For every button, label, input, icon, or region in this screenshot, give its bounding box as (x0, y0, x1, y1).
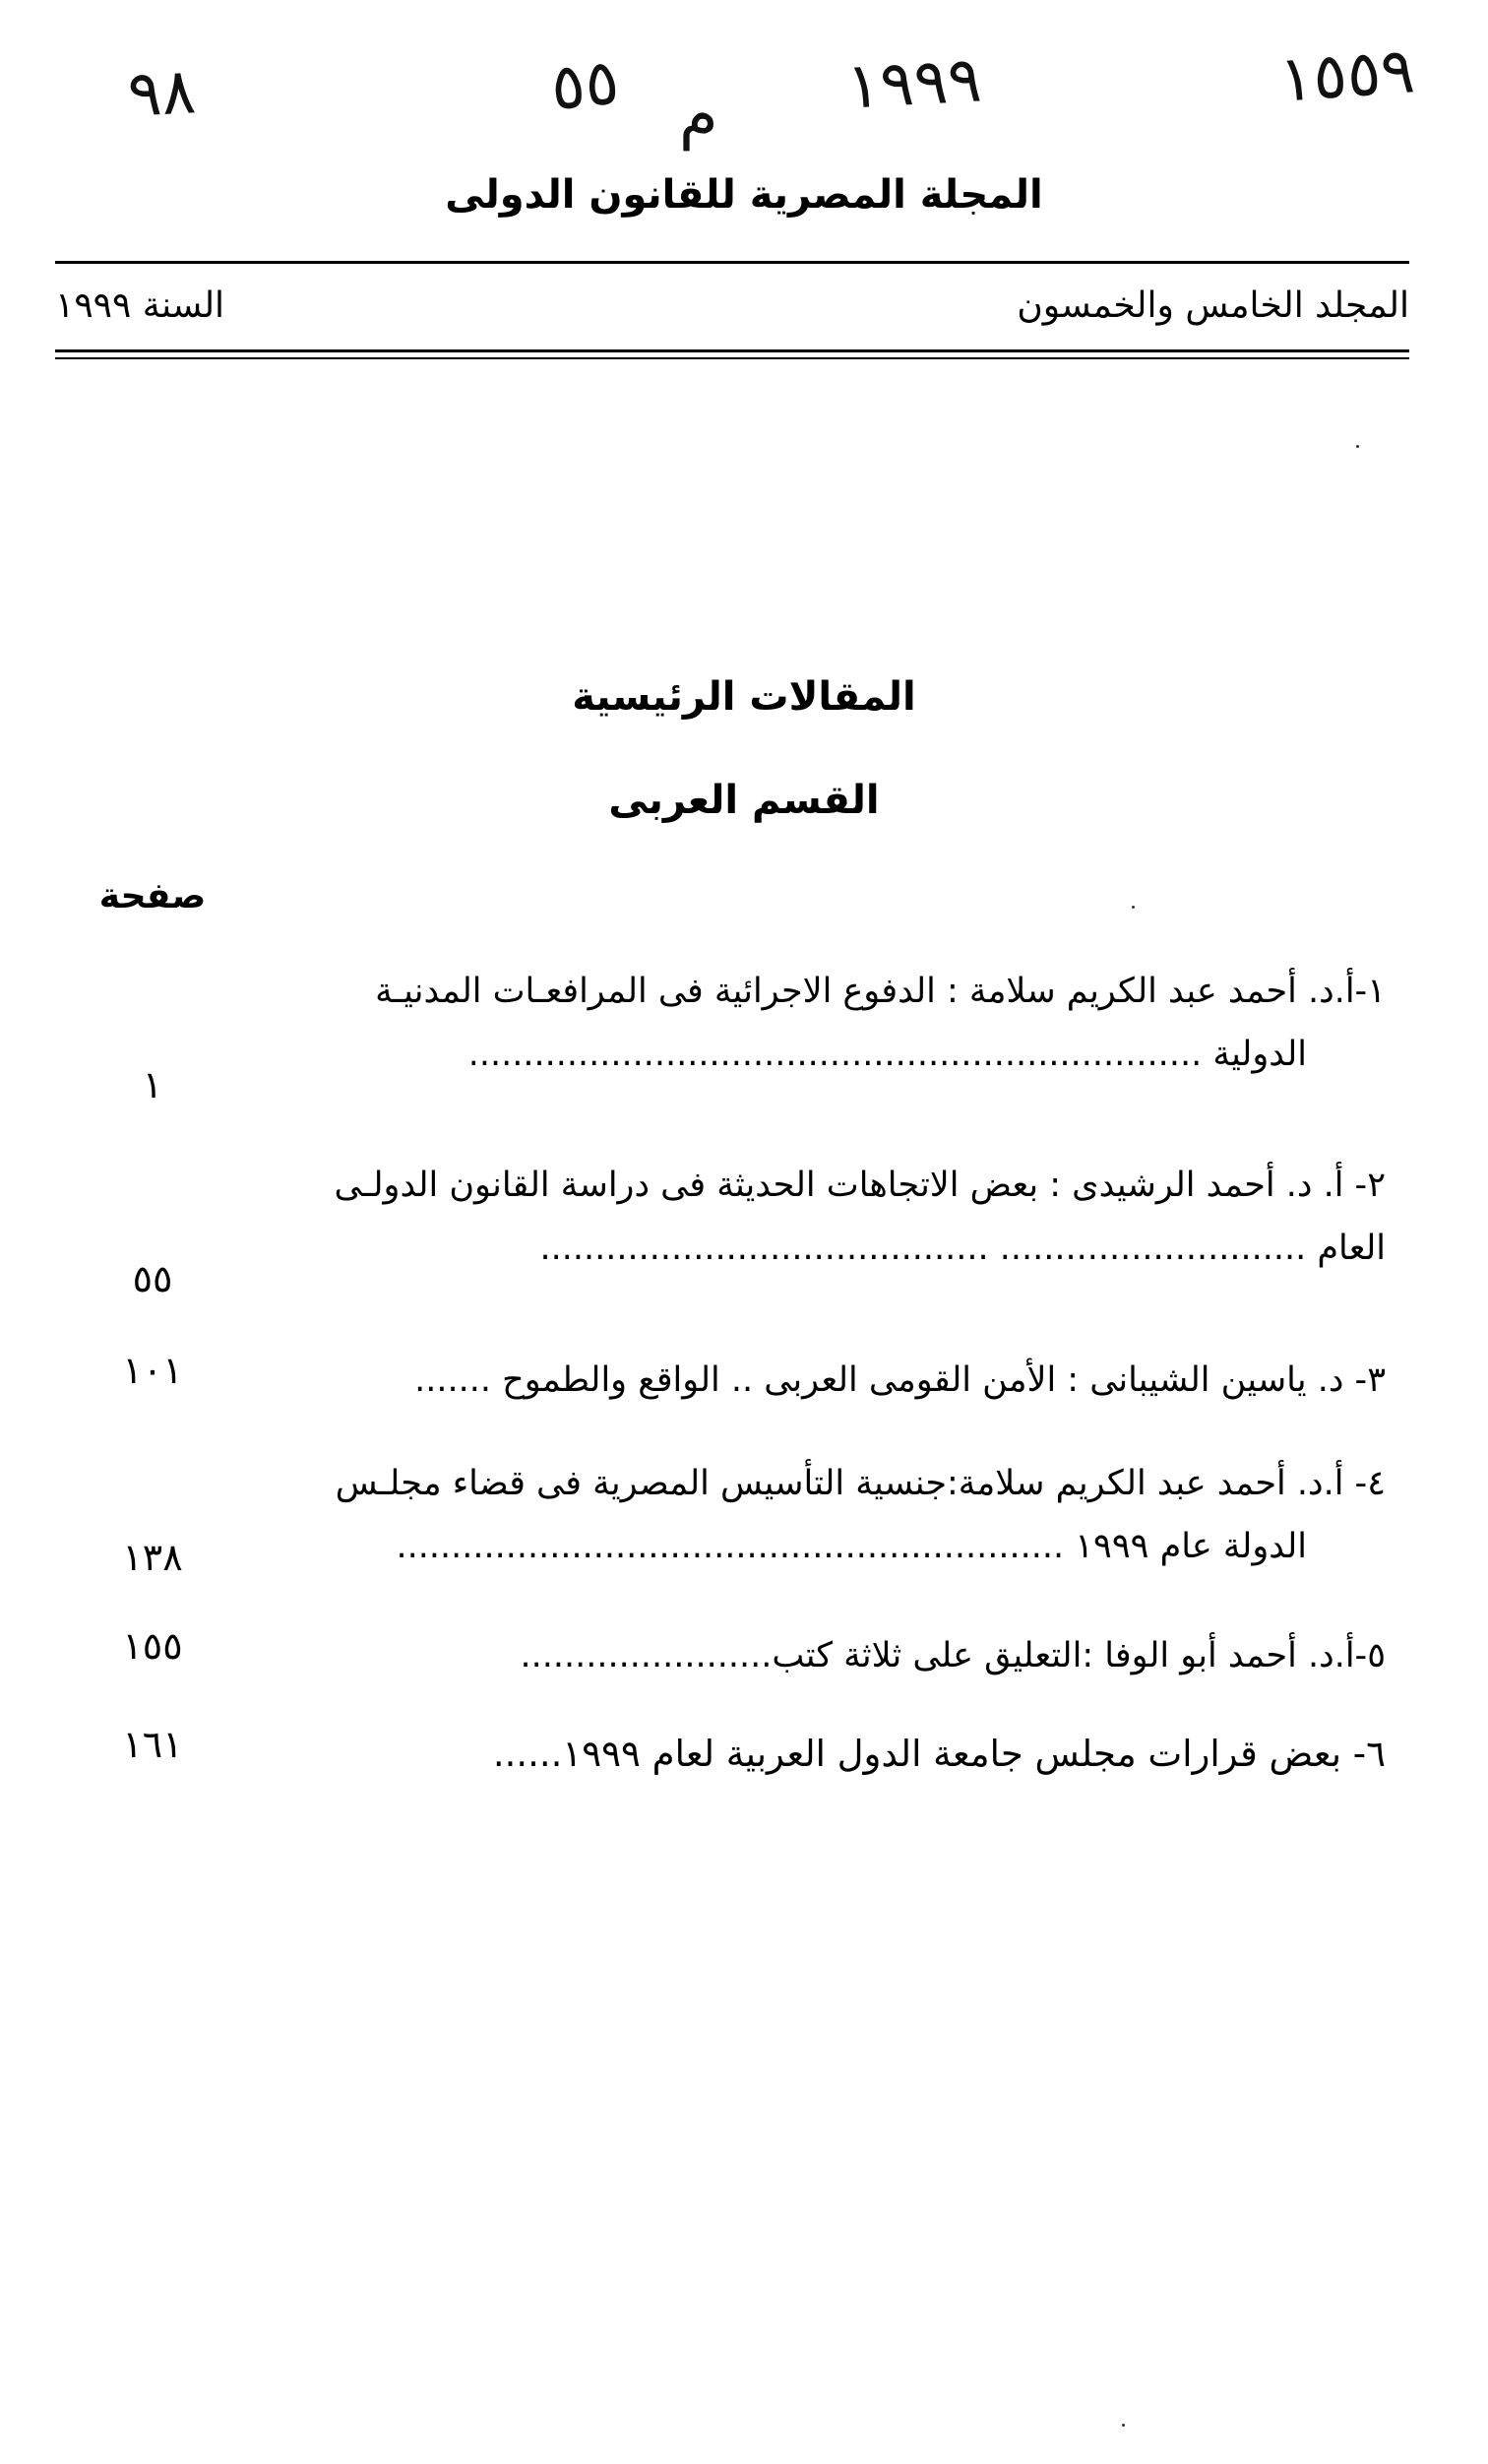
dot-leaders: ............................ ......................................... (539, 1229, 1307, 1268)
handwritten-mark: ٩٨ (126, 55, 198, 132)
year-label: السنة ١٩٩٩ (55, 285, 225, 326)
toc-entry-title: ٢- أ. د. أحمد الرشيدى : بعض الاتجاهات الحديثة فى دراسة القانون الدولـى (334, 1166, 1386, 1205)
dot-leaders: ................................................................... (467, 1035, 1203, 1074)
toc-entry-title-cont: الدولة عام ١٩٩٩ (1075, 1527, 1307, 1566)
toc-page-number: ١٠١ (122, 1349, 183, 1392)
toc-entry-title: ١-أ.د. أحمد عبد الكريم سلامة : الدفوع الاجرائية فى المرافعـات المدنيـة (375, 972, 1386, 1011)
scan-speck (1356, 445, 1359, 448)
main-heading: المقالات الرئيسية (572, 674, 916, 720)
toc-page-number: ١٦١ (122, 1723, 183, 1766)
handwritten-mark: ١٩٩٩ (844, 43, 984, 124)
toc-entry-title: ٦- بعض قرارات مجلس جامعة الدول العربية لعام ١٩٩٩...... (492, 1733, 1386, 1775)
handwritten-mark: م (679, 79, 718, 152)
toc-entry (256, 1349, 1386, 1412)
toc-entry (256, 1624, 1386, 1687)
scan-speck (1132, 906, 1135, 909)
toc-page-number: ٥٥ (132, 1257, 173, 1300)
toc-entry-continuation (256, 1515, 1386, 1578)
toc-entry-title-cont: الدولية (1212, 1035, 1307, 1074)
header-rule-top (55, 261, 1409, 264)
handwritten-mark: ١٥٥٩ (1276, 34, 1417, 117)
toc-entry-title-cont: العام (1317, 1229, 1386, 1268)
volume-label: المجلد الخامس والخمسون (1017, 285, 1409, 326)
toc-page-number: ١ (142, 1063, 163, 1106)
journal-title: المجلة المصرية للقانون الدولى (445, 172, 1043, 218)
volume-line (55, 285, 1409, 345)
toc-entry-title: ٤- أ.د. أحمد عبد الكريم سلامة:جنسية التأسيس المصرية فى قضاء مجلـس (335, 1464, 1386, 1503)
header-rule-bottom-thin (55, 357, 1409, 359)
toc-page-number: ١٥٥ (122, 1624, 183, 1668)
toc-entry (256, 960, 1386, 1086)
sub-heading: القسم العربى (608, 778, 880, 823)
scan-speck (1122, 2424, 1125, 2427)
page-column-label: صفحة (98, 876, 207, 916)
toc-entry (256, 1154, 1386, 1280)
header-rule-bottom (55, 349, 1409, 352)
toc-page-number: ١٣٨ (122, 1536, 183, 1579)
toc-entry-title: ٣- د. ياسين الشيبانى : الأمن القومى العربى .. الواقع والطموح ....... (414, 1360, 1386, 1400)
toc-entry-continuation (256, 1217, 1386, 1280)
handwritten-mark: ٥٥ (547, 45, 623, 126)
toc-entry-title: ٥-أ.د. أحمد أبو الوفا :التعليق على ثلاثة كتب....................... (520, 1636, 1386, 1675)
toc-entry (256, 1452, 1386, 1578)
dot-leaders: ............................................................. (396, 1527, 1065, 1566)
toc-entry-continuation (256, 1023, 1386, 1086)
toc-entry (256, 1723, 1386, 1786)
